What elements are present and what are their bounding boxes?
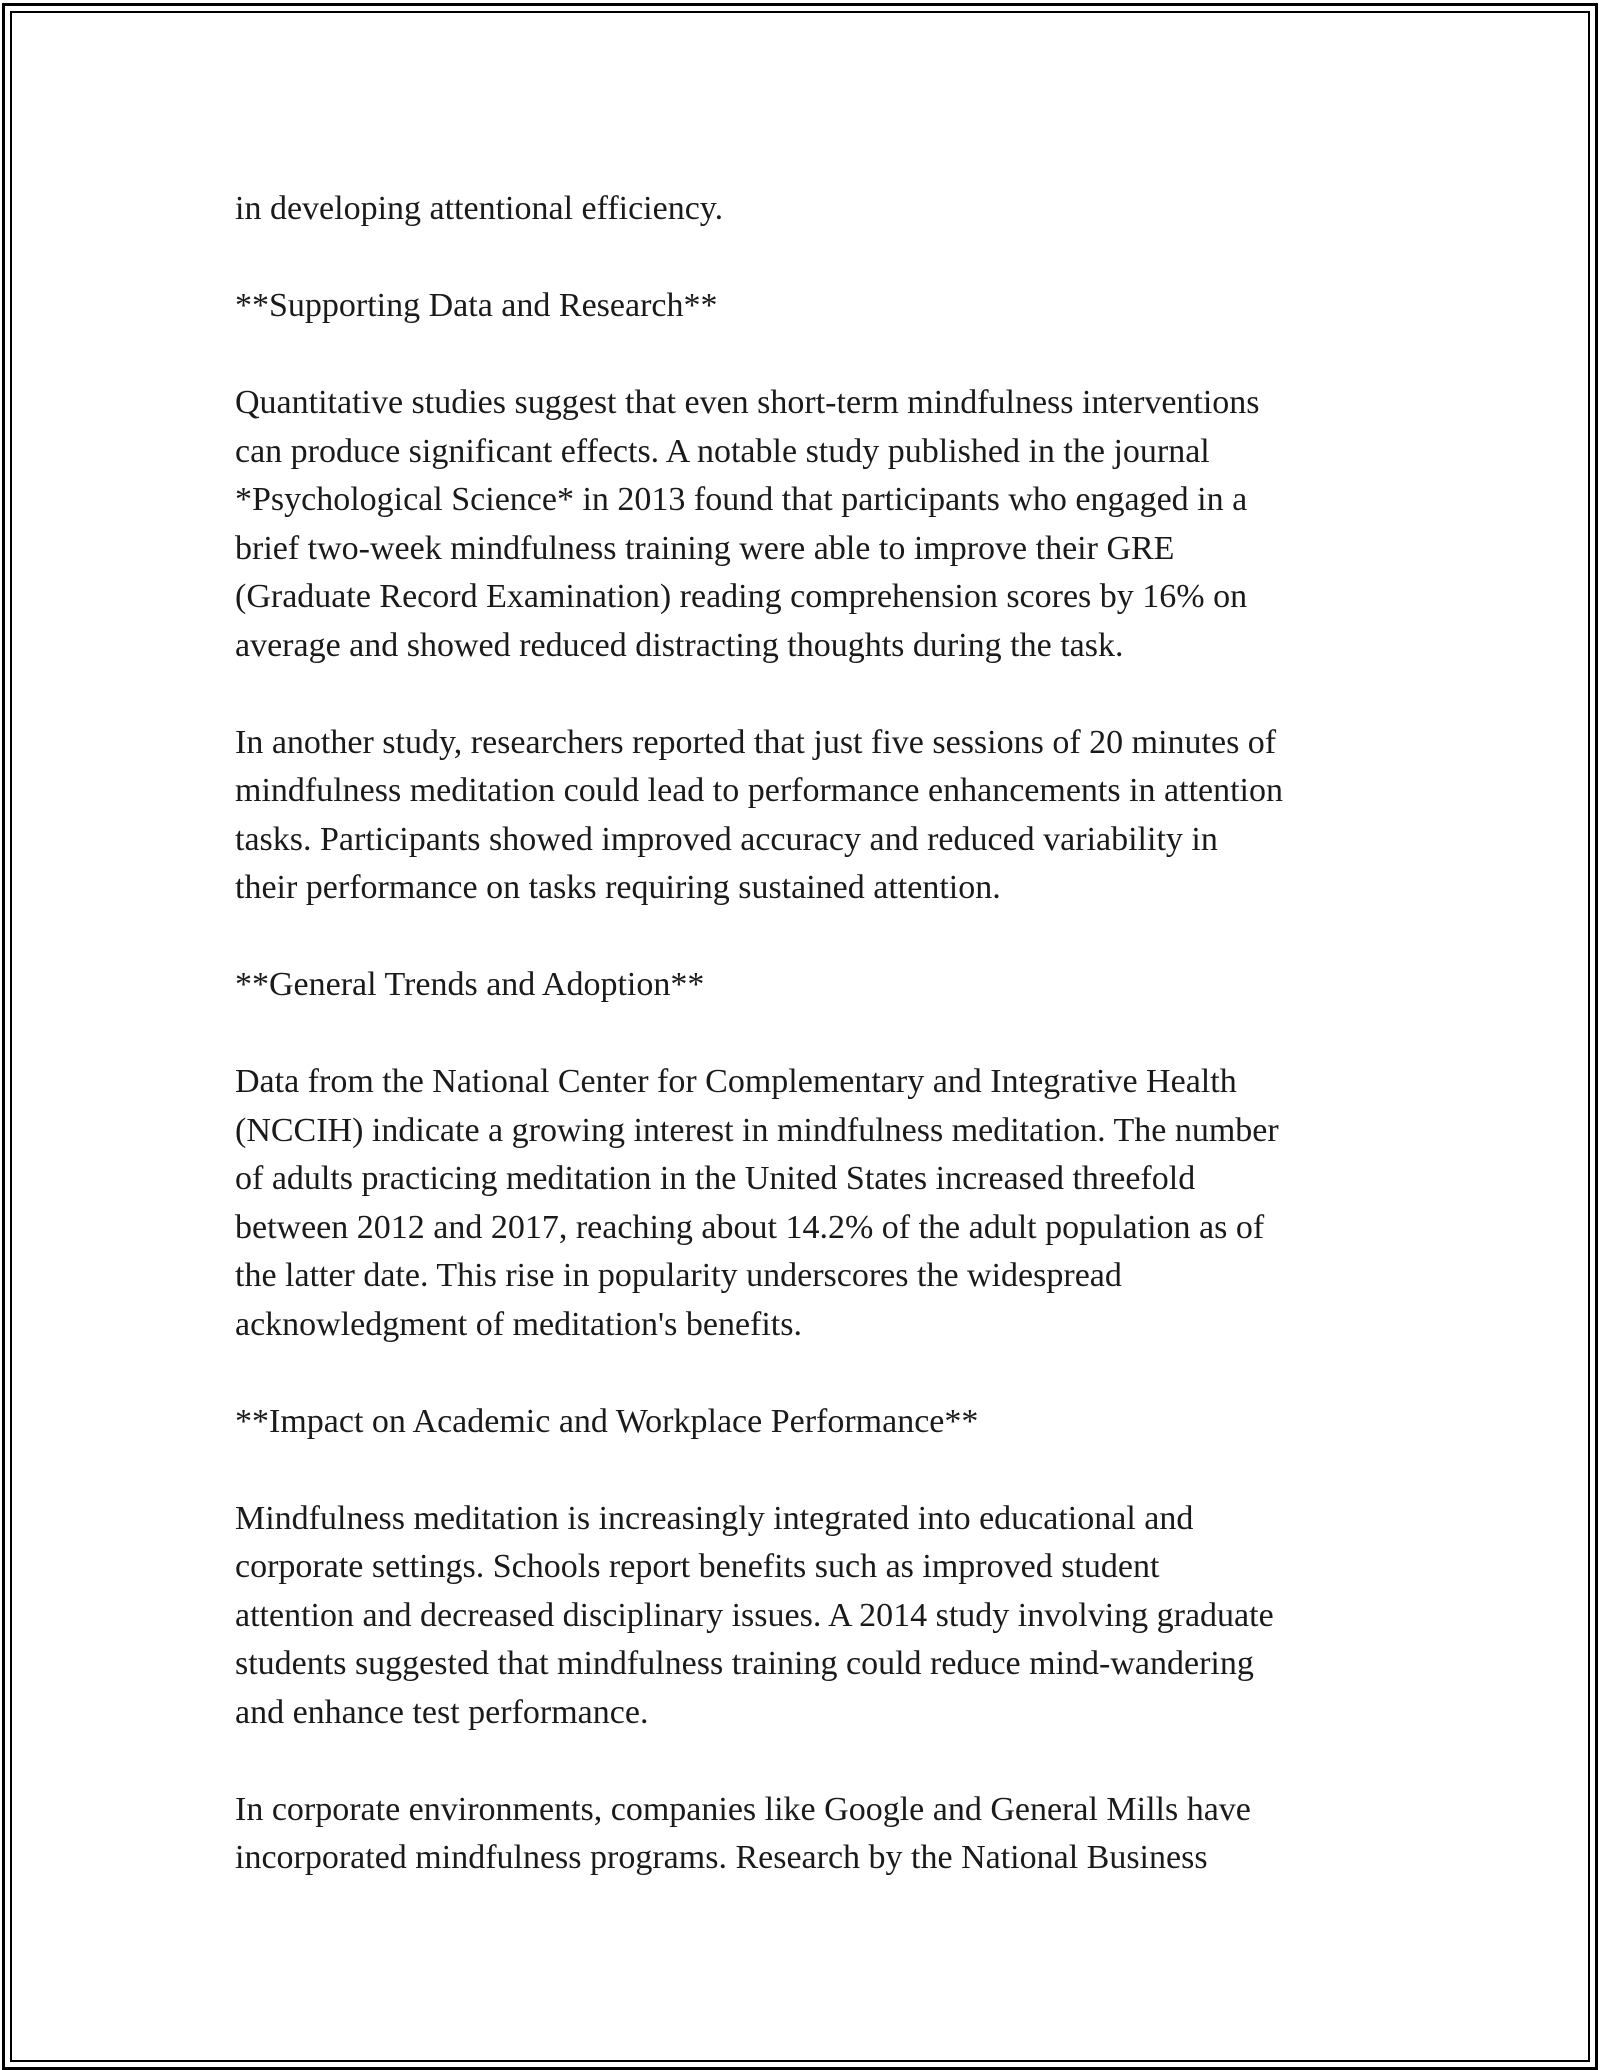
- heading-text: **General Trends and Adoption**: [235, 966, 705, 1003]
- heading-text: **Supporting Data and Research**: [235, 287, 718, 324]
- text-line: Data from the National Center for Complementary and Integrative Health: [235, 1063, 1237, 1100]
- heading-text: **Impact on Academic and Workplace Performance**: [235, 1402, 979, 1440]
- text-line: and enhance test performance.: [235, 1693, 649, 1731]
- document-body: [235, 185, 1385, 1931]
- text-line: students suggested that mindfulness training could reduce mind-wandering: [235, 1645, 1254, 1682]
- paragraph-nccih-data: [235, 1058, 1385, 1349]
- paragraph-educational-settings: [235, 1495, 1385, 1738]
- text-line: Quantitative studies suggest that even short-term mindfulness interventions: [235, 384, 1260, 421]
- text-line: incorporated mindfulness programs. Research by the National Business: [235, 1839, 1208, 1876]
- text-line: in developing attentional efficiency.: [235, 190, 724, 227]
- text-line: their performance on tasks requiring sustained attention.: [235, 869, 1001, 906]
- text-line: attention and decreased disciplinary issues. A 2014 study involving graduate: [235, 1596, 1274, 1634]
- text-line: In corporate environments, companies like Google and General Mills have: [235, 1790, 1251, 1828]
- text-line: brief two-week mindfulness training were able to improve their GRE: [235, 529, 1175, 567]
- text-line: acknowledgment of meditation's benefits.: [235, 1305, 802, 1343]
- text-line: the latter date. This rise in popularity underscores the widespread: [235, 1257, 1122, 1294]
- paragraph-another-study: [235, 719, 1385, 913]
- paragraph-quantitative-studies: [235, 379, 1385, 670]
- text-line: (NCCIH) indicate a growing interest in mindfulness meditation. The number: [235, 1111, 1279, 1149]
- text-line: tasks. Participants showed improved accuracy and reduced variability in: [235, 820, 1218, 858]
- text-line: Mindfulness meditation is increasingly integrated into educational and: [235, 1499, 1194, 1537]
- section-heading-general-trends: [235, 961, 1385, 1010]
- text-line: *Psychological Science* in 2013 found that participants who engaged in a: [235, 481, 1248, 518]
- section-heading-supporting-data: [235, 282, 1385, 331]
- text-line: In another study, researchers reported that just five sessions of 20 minutes of: [235, 723, 1277, 761]
- text-line: can produce significant effects. A notable study published in the journal: [235, 432, 1210, 470]
- text-line: corporate settings. Schools report benefits such as improved student: [235, 1548, 1160, 1585]
- paragraph-continuation: [235, 185, 1385, 234]
- paragraph-corporate-environments: [235, 1786, 1385, 1883]
- text-line: average and showed reduced distracting thoughts during the task.: [235, 626, 1124, 664]
- text-line: (Graduate Record Examination) reading comprehension scores by 16% on: [235, 578, 1248, 615]
- text-line: mindfulness meditation could lead to performance enhancements in attention: [235, 772, 1284, 809]
- text-line: between 2012 and 2017, reaching about 14.2% of the adult population as of: [235, 1208, 1265, 1246]
- section-heading-impact: [235, 1398, 1385, 1447]
- text-line: of adults practicing meditation in the United States increased threefold: [235, 1160, 1196, 1197]
